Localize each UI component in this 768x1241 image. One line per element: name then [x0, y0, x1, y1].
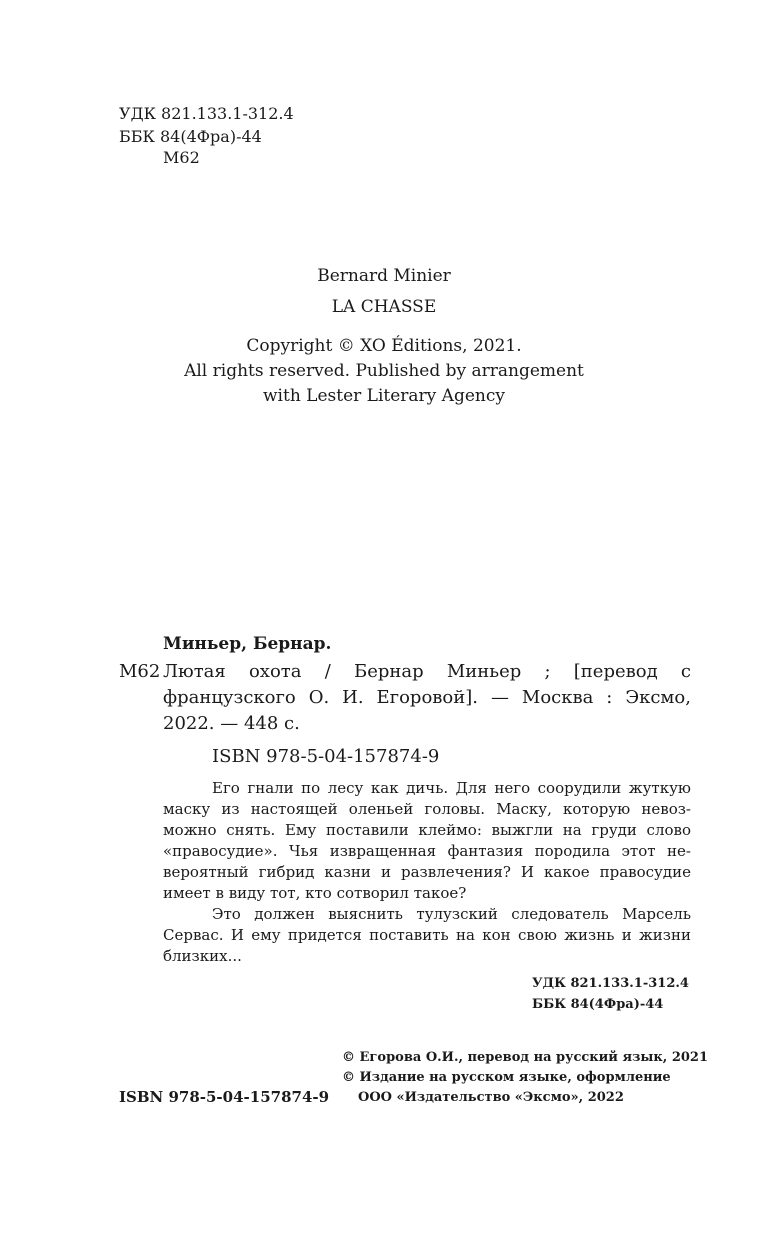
annotation-line: близких...: [163, 947, 242, 965]
original-title: LA CHASSE: [331, 297, 437, 317]
footer-isbn: ISBN 978-5-04-157874-9: [119, 1088, 330, 1106]
annotation-line: «правосудие». Чья извращенная фантазия породила этот не-: [163, 842, 691, 860]
original-author: Bernard Minier: [317, 266, 451, 286]
bibliographic-isbn: ISBN 978-5-04-157874-9: [212, 746, 440, 767]
annotation-line: маску из настоящей оленьей головы. Маску, которую невоз-: [163, 800, 691, 818]
footer-bbk: ББК 84(4Фра)-44: [532, 997, 664, 1012]
copyright-line: Copyright © XO Éditions, 2021.: [246, 336, 522, 356]
copyright-translation: © Егорова О.И., перевод на русский язык, 2021: [342, 1050, 709, 1065]
bbk-code: ББК 84(4Фра)-44: [119, 127, 262, 146]
annotation-line: имеет в виду тот, кто сотворил такое?: [163, 884, 467, 902]
udk-code: УДК 821.133.1-312.4: [119, 104, 294, 123]
footer-udk: УДК 821.133.1-312.4: [532, 976, 689, 991]
annotation-line: вероятный гибрид казни и развлечения? И какое правосудие: [163, 863, 691, 881]
copyright-publisher: ООО «Издательство «Эксмо», 2022: [358, 1090, 624, 1105]
bibliographic-description-line: 2022. — 448 с.: [163, 713, 300, 734]
bibliographic-description-line: Лютая охота / Бернар Миньер ; [перевод с: [163, 661, 691, 682]
annotation-line: Его гнали по лесу как дичь. Для него соорудили жуткую: [212, 779, 691, 797]
copyright-line: All rights reserved. Published by arrangement: [184, 361, 584, 381]
bibliographic-author: Миньер, Бернар.: [163, 634, 332, 654]
annotation-line: можно снять. Ему поставили клеймо: выжгли на груди слово: [163, 821, 691, 839]
copyright-edition: © Издание на русском языке, оформление: [342, 1070, 671, 1085]
author-sign: М62: [163, 148, 200, 167]
bibliographic-description-line: французского О. И. Егоровой]. — Москва : Эксмо,: [163, 687, 691, 708]
annotation-line: Это должен выяснить тулузский следователь Марсель: [212, 905, 691, 923]
copyright-line: with Lester Literary Agency: [263, 386, 505, 406]
bibliographic-author-sign: М62: [119, 661, 161, 682]
annotation-line: Сервас. И ему придется поставить на кон свою жизнь и жизни: [163, 926, 691, 944]
